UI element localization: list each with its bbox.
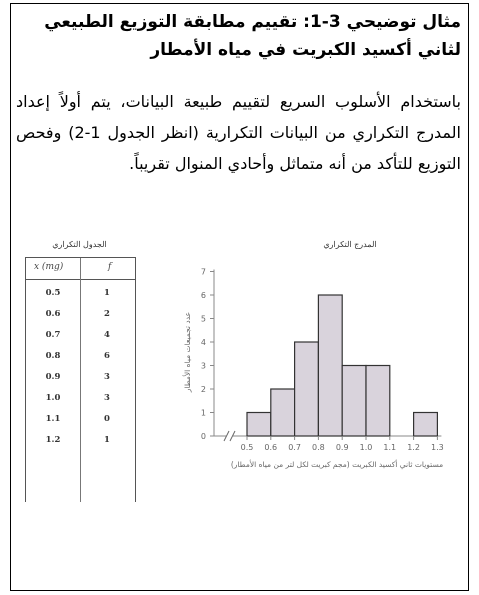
y-tick-label: 7 bbox=[200, 267, 206, 277]
x-tick-label: 0.6 bbox=[264, 443, 278, 452]
table-cell-x: 0.5 bbox=[45, 288, 61, 298]
x-tick-label: 1.3 bbox=[431, 443, 444, 452]
histogram-bar bbox=[271, 389, 295, 436]
table-cell-f: 3 bbox=[104, 372, 110, 382]
y-axis-label: عدد تجميعات مياه الأمطار bbox=[183, 311, 192, 393]
table-cell-f: 6 bbox=[104, 351, 110, 361]
col-f-header: f bbox=[108, 262, 112, 272]
table-cell-f: 1 bbox=[104, 435, 110, 445]
histogram-bar bbox=[247, 413, 271, 437]
col-x-header: x (mg) bbox=[34, 262, 64, 272]
table-cell-x: 1.2 bbox=[45, 435, 61, 445]
table-cell-x: 1.1 bbox=[45, 414, 61, 424]
chart-title: المدرج التكراري bbox=[323, 240, 377, 249]
x-tick-label: 0.9 bbox=[335, 443, 349, 452]
histogram-bar bbox=[295, 342, 319, 436]
y-tick-label: 0 bbox=[200, 432, 206, 441]
y-tick-label: 6 bbox=[200, 291, 206, 300]
table-cell-x: 0.7 bbox=[45, 330, 61, 340]
x-axis-label: مستويات ثاني أكسيد الكبريت (مجم كبريت لكل لتر من مياه الأمطار) bbox=[230, 460, 444, 469]
histogram-bar bbox=[366, 366, 390, 437]
x-tick-label: 0.7 bbox=[288, 443, 301, 452]
table-cell-f: 1 bbox=[104, 288, 110, 298]
table-caption: الجدول التكراري bbox=[52, 240, 107, 249]
table-cell-x: 0.9 bbox=[45, 372, 61, 382]
example-body: باستخدام الأسلوب السريع لتقييم طبيعة البيانات، يتم أولاً إعداد المدرج التكراري من البيانات التكرارية (انظر الجدول 1-2) وفحص التوزيع للتأكد من أنه متماثل وأحادي المنوال تقريباً. bbox=[16, 92, 461, 173]
x-tick-label: 1.2 bbox=[407, 443, 420, 452]
table-cell-x: 0.8 bbox=[45, 351, 61, 361]
table-cell-f: 4 bbox=[104, 330, 110, 340]
table-cell-x: 1.0 bbox=[45, 393, 61, 403]
table-cell-f: 3 bbox=[104, 393, 110, 403]
histogram-bar bbox=[414, 413, 438, 437]
table-cell-x: 0.6 bbox=[45, 309, 61, 319]
example-title: مثال توضيحي 3-1: تقييم مطابقة التوزيع الطبيعي لثاني أكسيد الكبريت في مياه الأمطار bbox=[44, 12, 461, 60]
y-tick-label: 2 bbox=[200, 385, 206, 394]
y-tick-label: 4 bbox=[200, 338, 206, 347]
histogram-bar bbox=[318, 295, 342, 436]
y-tick-label: 1 bbox=[200, 408, 206, 418]
table-cell-f: 0 bbox=[104, 414, 110, 424]
x-tick-label: 1.0 bbox=[359, 443, 373, 452]
x-tick-label: 0.5 bbox=[240, 443, 254, 452]
table-cell-f: 2 bbox=[104, 309, 110, 319]
y-tick-label: 5 bbox=[200, 314, 206, 324]
x-tick-label: 0.8 bbox=[312, 443, 325, 452]
x-tick-label: 1.1 bbox=[383, 443, 397, 452]
y-tick-label: 3 bbox=[200, 361, 206, 371]
histogram-bar bbox=[342, 366, 366, 437]
